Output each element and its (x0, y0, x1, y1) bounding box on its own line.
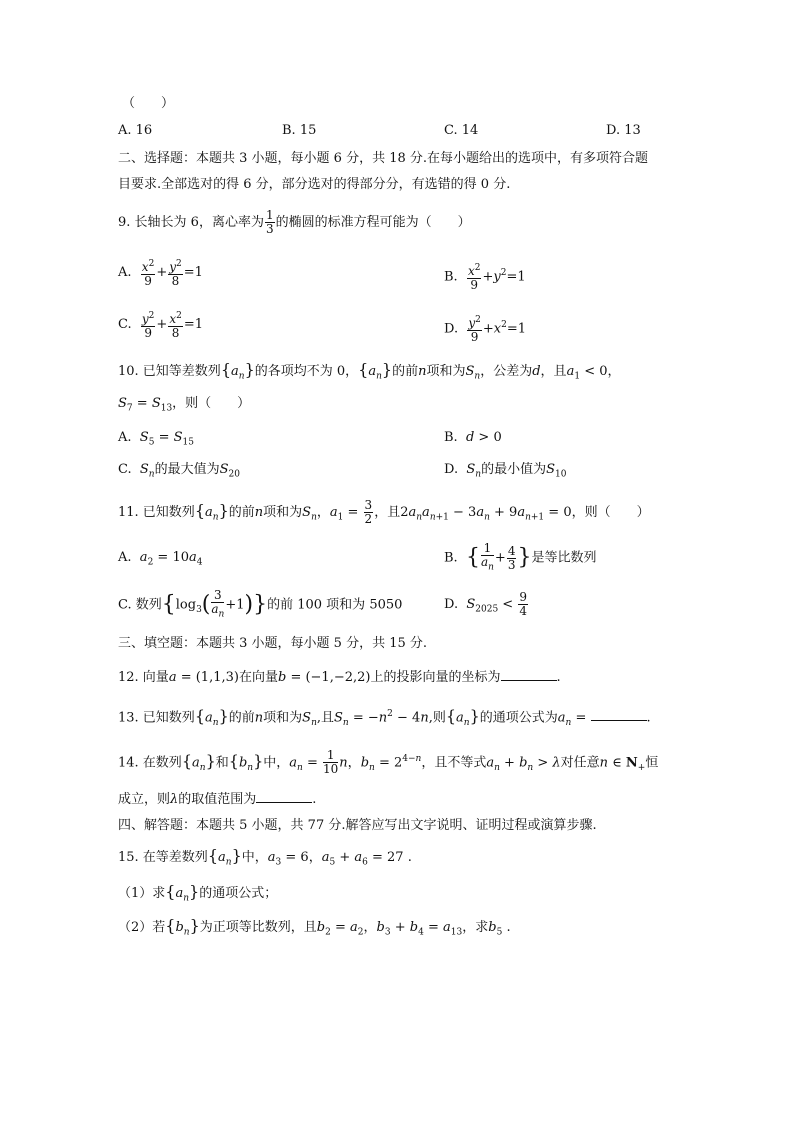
q8-option-c: C. 14 (444, 123, 479, 138)
question-11-stem: 11. 已知数列$\{a_n\}$的前n项和为$S_n$，$a_1$ = $\frac{3}{2}$ ，且$2a_na_{n+1} - 3a_n + 9a_{n+1} = 0$，则（ ） (118, 498, 650, 526)
q10-option-c: C. $S_n$的最大值为$S_{20}$ (118, 462, 240, 480)
q8-option-a: A. 16 (118, 123, 153, 138)
question-15-part-2: （2）若$\{b_n\}$为正项等比数列，且$b_2 = a_2$，$b_3 + b_4 = a_{13}$，求$b_5$ . (118, 916, 511, 938)
q11-option-c: C. 数列{$\log_3$( $\frac{3}{a_n}$ +1)}的前 100 项和为 5050 (118, 587, 403, 620)
question-8-answer-paren: （ ） (122, 96, 175, 111)
q11-option-b: B. { $\frac{1}{a_n}$ + $\frac{4}{3}$ }是等比数列 (444, 541, 597, 573)
q10-option-b: B. d > 0 (444, 430, 502, 445)
q9-option-c: C. $\frac{y^2}{9}$ + $\frac{x^2}{8}$ =1 (118, 310, 203, 340)
question-13: 13. 已知数列$\{a_n\}$的前n项和为$S_n$,且$S_n = -n^2 - 4n$,则$\{a_n\}$的通项公式为$a_n$ = . (118, 706, 651, 728)
q9-option-a: A. $\frac{x^2}{9}$ + $\frac{y^2}{8}$ =1 (118, 258, 203, 288)
section-2-heading-cont: 目要求.全部选对的得 6 分，部分选对的得部分分，有选错的得 0 分. (118, 177, 511, 192)
q11-option-d: D. $S_{2025}$ < $\frac{9}{4}$ (444, 590, 527, 618)
q8-option-b: B. 15 (282, 123, 317, 138)
question-10-stem-cont: $S_7 = S_{13}$，则（ ） (118, 396, 251, 414)
section-3-heading: 三、填空题：本题共 3 小题，每小题 5 分，共 15 分. (118, 636, 428, 651)
question-9-stem: 9. 长轴长为 6，离心率为 $\frac{1}{3}$ 的椭圆的标准方程可能为（ ） (118, 208, 471, 236)
q9-option-d: D. $\frac{y^2}{9}$ $+x^2=1$ (444, 314, 527, 344)
q9-option-b: B. $\frac{x^2}{9}$ $+y^2=1$ (444, 262, 526, 292)
question-14-stem-cont: 成立，则λ的取值范围为 . (118, 792, 317, 807)
q11-option-a: A. $a_2 = 10a_4$ (118, 550, 203, 568)
question-10-stem: 10. 已知等差数列$\{a_n\}$的各项均不为 0，$\{a_n\}$的前n项和为$S_n$，公差为d，且$a_1 < 0$， (118, 360, 621, 382)
q10-option-a: A. $S_5 = S_{15}$ (118, 430, 194, 448)
section-2-heading: 二、选择题：本题共 3 小题，每小题 6 分，共 18 分.在每小题给出的选项中，有多项符合题 (118, 151, 649, 166)
q8-option-d: D. 13 (606, 123, 641, 138)
question-15-part-1: （1）求$\{a_n\}$的通项公式； (118, 882, 278, 904)
section-4-heading: 四、解答题：本题共 5 小题，共 77 分.解答应写出文字说明、证明过程或演算步骤. (118, 818, 597, 833)
question-12: 12. 向量a = (1,1,3)在向量b = (−1,−2,2)上的投影向量的坐标为 . (118, 670, 561, 685)
question-15-stem: 15. 在等差数列$\{a_n\}$中，$a_3 = 6$，$a_5 + a_6 = 27$ . (118, 846, 412, 868)
q10-option-d: D. $S_n$的最小值为$S_{10}$ (444, 462, 567, 480)
question-14-stem: 14. 在数列$\{a_n\}$和$\{b_n\}$中，$a_n$ = $\frac{1}{10}$ n，$b_n = 2^{4-n}$，且不等式$a_n + b_n > \lambda$对任意n ∈ $N_+$恒 (118, 748, 659, 777)
